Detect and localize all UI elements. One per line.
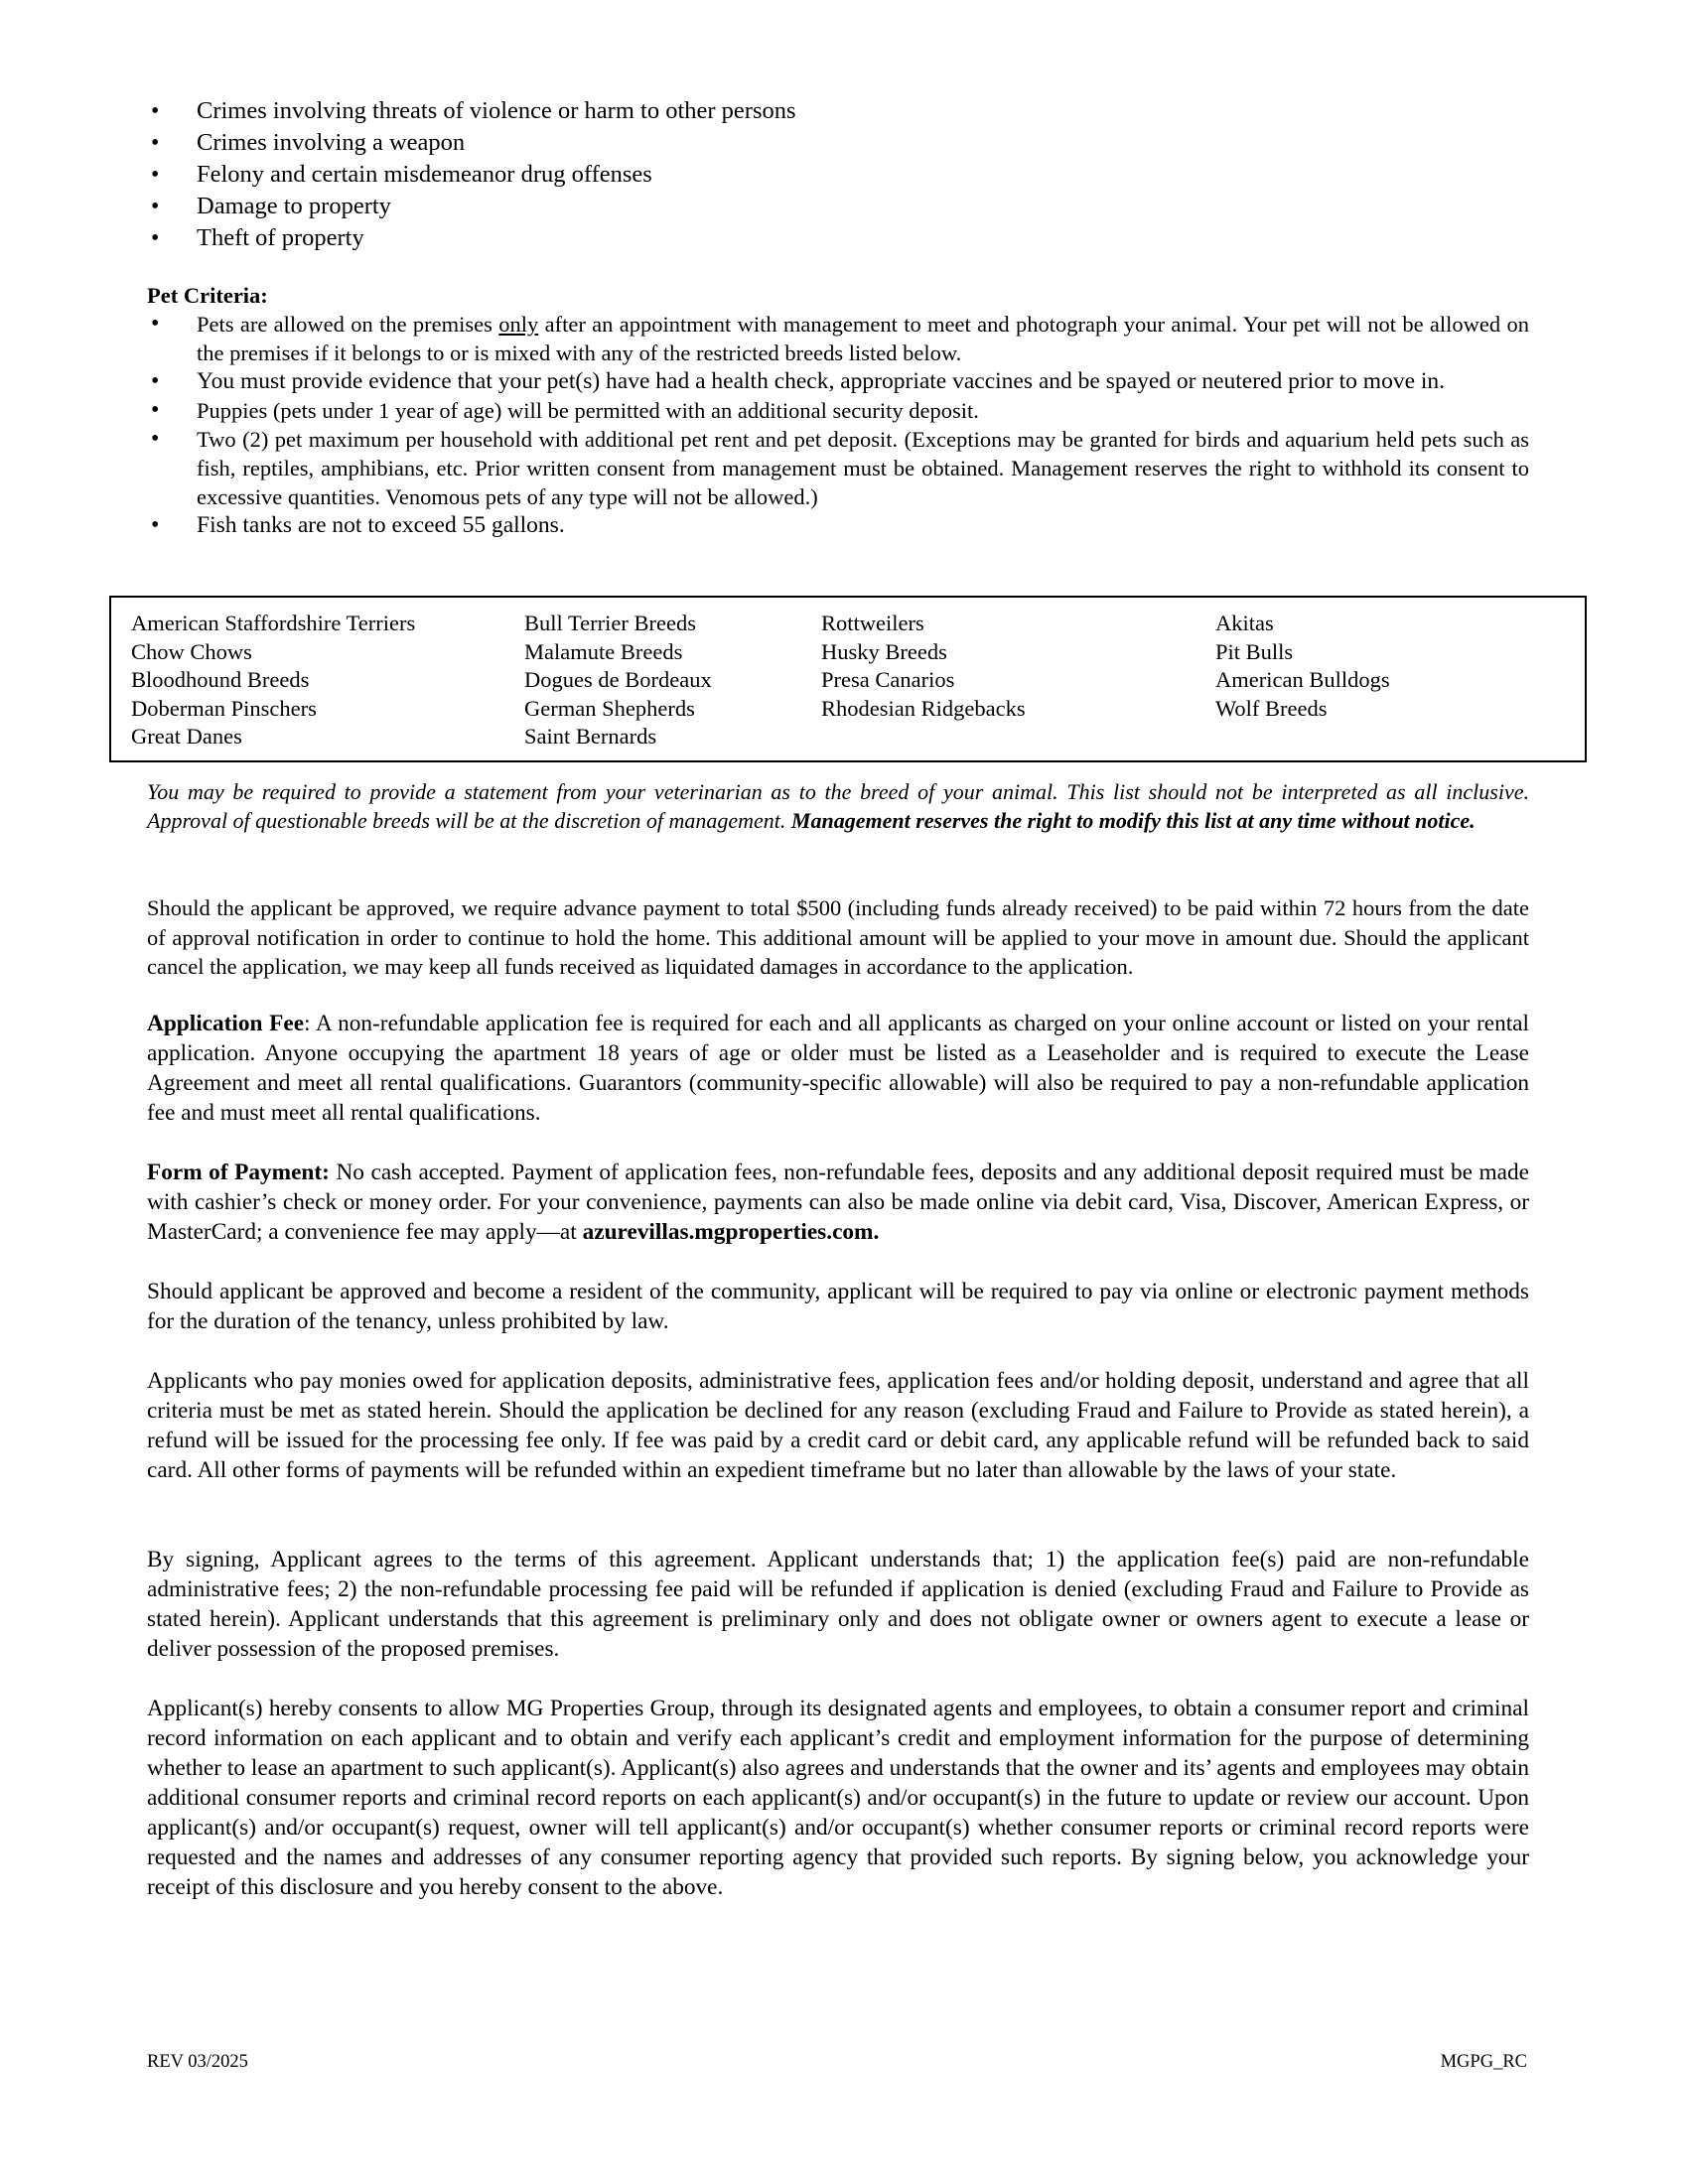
text-span: You may be required to provide a statement from your veterinarian as to the breed of your animal. This list should not be interpreted as all inclusive. Approval of questionable breeds will be at the discretion of management. [147, 779, 1529, 833]
list-item: • Damage to property [147, 191, 1529, 222]
breed-item: Bloodhound Breeds [131, 667, 310, 692]
text-span: No cash accepted. Payment of application fees, non-refundable fees, deposits and any additional deposit required must be made with cashier’s check or money order. For your convenience, payments can also be made online via debit card, Visa, Discover, American Express, or MasterCard; a convenience fee may apply—at [147, 1160, 1529, 1245]
list-item: • Crimes involving a weapon [147, 127, 1529, 159]
breed-item: Doberman Pinschers [131, 695, 317, 721]
list-item: • You must provide evidence that your pet(s) have had a health check, appropriate vaccines and be spayed or neutered prior to move in. [147, 367, 1529, 396]
electronic-payment-paragraph: Should applicant be approved and become a resident of the community, applicant will be required to pay via online or electronic payment methods for the duration of the tenancy, unless prohibited by law. [147, 1279, 1529, 1334]
list-item: • Fish tanks are not to exceed 55 gallons. [147, 511, 1529, 540]
breed-item: American Staffordshire Terriers [131, 611, 416, 635]
text-span: after an appointment with management to meet and photograph your animal. Your pet will not be allowed on the premises if it belongs to or is mixed with any of the restricted breeds listed below. [197, 312, 1529, 365]
breed-column-1 [131, 610, 415, 751]
breed-item: Malamute Breeds [524, 638, 683, 664]
footer-revision: REV 03/2025 [147, 2052, 248, 2072]
pet-criteria-heading: Pet Criteria: [147, 283, 268, 308]
breed-item: Rhodesian Ridgebacks [821, 695, 1026, 721]
breed-item: Bull Terrier Breeds [524, 611, 696, 635]
breed-item: Husky Breeds [821, 638, 947, 664]
consent-paragraph: Applicant(s) hereby consents to allow MG Properties Group, through its designated agents and employees, to obtain a consumer report and criminal record information on each applicant and to obtain and verify each applicant’s credit and employment information for the purpose of determining whether to lease an apartment to such applicant(s). Applicant(s) also agrees and understands that the owner and its’ agents and employees may obtain additional consumer reports and criminal record reports on each applicant(s) and/or occupant(s) in the future to update or review our account. Upon applicant(s) and/or occupant(s) request, owner will tell applicant(s) and/or occupant(s) whether consumer reports or criminal record reports were requested and the names and addresses of any consumer reporting agency that provided such reports. By signing below, you acknowledge your receipt of this disclosure and you hereby consent to the above. [147, 1696, 1529, 1900]
text-span: : A non-refundable application fee is required for each and all applicants as charged on your online account or listed on your rental application. Anyone occupying the apartment 18 years of age or older must be listed as a Leaseholder and is required to execute the Lease Agreement and meet all rental qualifications. Guarantors (community-specific allowable) will also be required to pay a non-refundable application fee and must meet all rental qualifications. [147, 1011, 1529, 1126]
breed-item: Dogues de Bordeaux [524, 667, 712, 692]
breed-item: Wolf Breeds [1215, 695, 1328, 721]
text-span: Pets are allowed on the premises [197, 312, 499, 337]
signing-paragraph: By signing, Applicant agrees to the terms of this agreement. Applicant understands that; 1) the application fee(s) paid are non-refundable administrative fees; 2) the non-refundable processing fee paid will be refunded if application is denied (excluding Fraud and Failure to Provide as stated herein). Applicant understands that this agreement is preliminary only and does not obligate owner or owners agent to execute a lease or deliver possession of the proposed premises. [147, 1547, 1529, 1662]
website-text: azurevillas.mgproperties.com. [582, 1219, 880, 1245]
underlined-text: only [498, 312, 539, 337]
crimes-list [147, 95, 1529, 254]
breed-item: Pit Bulls [1215, 638, 1294, 664]
breed-item: German Shepherds [524, 695, 695, 721]
list-item: • Two (2) pet maximum per household with additional pet rent and pet deposit. (Exceptions may be granted for birds and aquarium held pets such as fish, reptiles, amphibians, etc. Prior written consent from management must be obtained. Management reserves the right to withhold its consent to excessive quantities. Venomous pets of any type will not be allowed.) [147, 425, 1529, 511]
list-item: • Felony and certain misdemeanor drug offenses [147, 159, 1529, 191]
list-item [147, 310, 1529, 367]
breed-item: Saint Bernards [524, 724, 657, 749]
application-fee-paragraph [147, 1009, 1529, 1128]
section-label: Form of Payment: [147, 1160, 330, 1185]
list-item: • Theft of property [147, 222, 1529, 254]
breed-item: Akitas [1215, 611, 1274, 635]
bold-text: Management reserves the right to modify this list at any time without notice. [790, 807, 1476, 833]
pet-criteria-list [147, 310, 1529, 540]
breed-column-4 [1215, 610, 1390, 723]
document-page [147, 95, 1529, 540]
form-of-payment-paragraph [147, 1158, 1529, 1247]
restricted-breeds-table [109, 596, 1587, 762]
breed-item: Rottweilers [821, 611, 924, 635]
breed-column-3 [821, 610, 1026, 723]
breed-item: Presa Canarios [821, 667, 955, 692]
footer-form-code: MGPG_RC [1440, 2052, 1527, 2072]
advance-payment-paragraph: Should the applicant be approved, we require advance payment to total $500 (including funds already received) to be paid within 72 hours from the date of approval notification in order to continue to hold the home. This additional amount will be applied to your move in amount due. Should the applicant cancel the application, we may keep all funds received as liquidated damages in accordance to the application. [147, 895, 1529, 979]
list-item: • Puppies (pets under 1 year of age) will be permitted with an additional security deposit. [147, 396, 1529, 425]
refunds-paragraph: Applicants who pay monies owed for application deposits, administrative fees, application fees and/or holding deposit, understand and agree that all criteria must be met as stated herein. Should the application be declined for any reason (excluding Fraud and Failure to Provide as stated herein), a refund will be issued for the processing fee only. If fee was paid by a credit card or debit card, any applicable refund will be refunded back to said card. All other forms of payments will be refunded within an expedient timeframe but no later than allowable by the laws of your state. [147, 1368, 1529, 1483]
section-label: Application Fee [147, 1011, 305, 1036]
breed-item: Great Danes [131, 724, 242, 749]
breed-column-2 [524, 610, 712, 751]
breed-item: American Bulldogs [1215, 667, 1390, 692]
breed-note [147, 778, 1529, 835]
breed-item: Chow Chows [131, 638, 252, 664]
list-item: • Crimes involving threats of violence or harm to other persons [147, 95, 1529, 127]
